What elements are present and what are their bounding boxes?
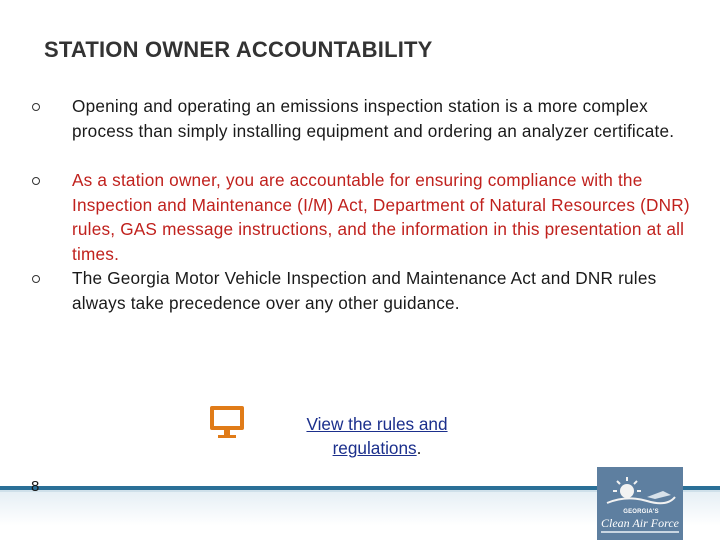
sun-icon [597, 467, 683, 511]
monitor-base [218, 435, 236, 438]
bullet-text: The Georgia Motor Vehicle Inspection and Maintenance Act and DNR rules always take precedence over any other guidance. [72, 268, 657, 313]
rules-link[interactable]: View the rules and regulations [306, 414, 448, 458]
monitor-stand [224, 430, 230, 435]
page-number: 8 [31, 478, 40, 495]
bullet-item [32, 266, 692, 315]
bullet-text: Opening and operating an emissions inspection station is a more complex process than simply installing equipment and ordering an analyzer certificate. [72, 96, 675, 141]
bullet-circle-icon [32, 177, 40, 185]
slide-title: STATION OWNER ACCOUNTABILITY [44, 37, 433, 62]
logo-tagline-bar [601, 531, 679, 533]
logo-top-text: GEORGIA'S [623, 509, 659, 515]
monitor-screen [214, 410, 240, 426]
rules-link-container [282, 412, 472, 460]
link-suffix: . [416, 438, 422, 458]
monitor-icon [208, 404, 246, 440]
bullet-item [32, 168, 692, 266]
logo-brand-text: Clean Air Force [601, 516, 679, 530]
bullet-circle-icon [32, 103, 40, 111]
bullet-text: As a station owner, you are accountable for ensuring compliance with the Inspection and Maintenance (I/M) Act, Department of Natural Resources (DNR) rules, GAS message instructions, and the information in this presentation at all times. [72, 170, 690, 264]
clean-air-force-logo [597, 467, 683, 540]
bullet-circle-icon [32, 275, 40, 283]
bullet-item [32, 94, 692, 168]
bullet-list [32, 94, 692, 315]
